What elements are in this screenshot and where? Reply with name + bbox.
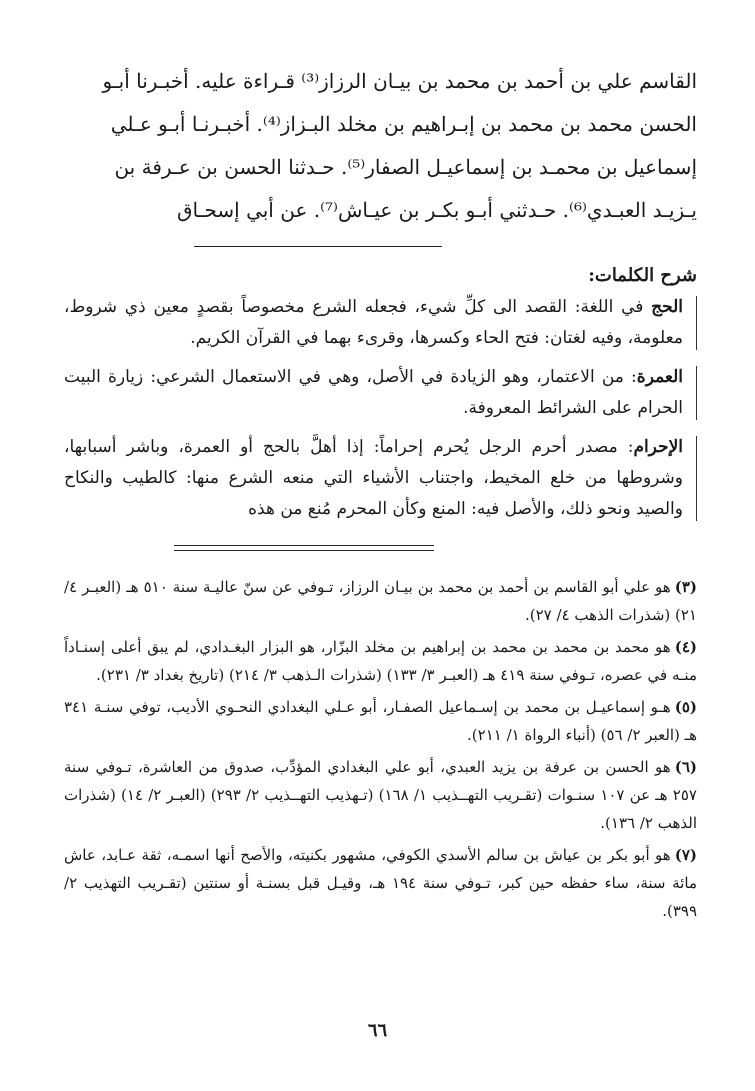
page-number: ٦٦ (367, 1020, 388, 1041)
main-text-line: الحسن محمد بن محمد بن إبـراهيم بن مخلد البـزاز⁽⁴⁾. أخبـرنـا أبـو عـلي (110, 112, 697, 136)
glossary-entry (64, 362, 697, 424)
section-divider (194, 246, 442, 247)
footnote-number: (٧) (674, 846, 697, 864)
footnote (64, 753, 697, 837)
glossary-definition: في اللغة: القصد الى كلِّ شيء، فجعله الشرع مخصوصاً بقصدٍ معين ذي شروط، معلومة، وفيه لغتان: فتح الحاء وكسرها، وقرىء بهما في القرآن الكريم. (64, 297, 683, 348)
glossary-definition: : مصدر أحرم الرجل يُحرم إحراماً: إذا أهلَّ بالحج أو العمرة، وباشر أسبابها، وشروطها من خلع المخيط، واجتناب الأشياء التي منعه الشرع منها: كالطيب والنكاح والصيد ونحو ذلك، والأصل فيه: المنع وكأن المحرم مُنع من هذه (64, 437, 683, 519)
footnote-text: هـو إسماعيـل بن محمد بن إسـماعيل الصفـار، أبو عـلي البغدادي النحـوي الأديب، توفي سنـة ٣٤١ هـ (العبر ٢/ ٥٦) (أنباء الرواة ١/ ٢١١). (64, 698, 697, 744)
glossary-definition: : من الاعتمار، وهو الزيادة في الأصل، وهي في الاستعمال الشرعي: زيارة البيت الحرام على الشرائط المعروفة. (64, 367, 683, 418)
footnote-text: هو أبو بكر بن عياش بن سالم الأسدي الكوفي، مشهور بكنيته، والأصح أنها اسمـه، ثقة عـابد، عاش مائة سنة، ساء حفظه حين كبر، تـوفي سنة ١٩٤ هـ، وقيـل قبل بسنـة أو سنتين (تقـريب التهذيب ٢/ ٣٩٩). (64, 846, 698, 920)
footnote-number: (٦) (674, 758, 697, 776)
page-content (64, 60, 697, 929)
footnote-number: (٤) (674, 638, 697, 656)
footnote-text: هو الحسن بن عرفة بن يزيد العبدي، أبو علي البغدادي المؤدِّب، صدوق من العاشرة، تـوفي سنة ٢٥٧ هـ عن ١٠٧ سنـوات (تقـريب التهــذيب ١/ ١٦٨) (تـهذيب التهــذيب ٢/ ٢٩٣) (العبـر ٢/ ١٤) (شذرات الذهب ٢/ ١٣٦). (64, 758, 697, 832)
glossary-entry (64, 292, 697, 354)
footnote-divider (174, 545, 434, 551)
footnote (64, 693, 697, 749)
main-text-line: إسماعيل بن محمـد بن إسماعيـل الصفار⁽⁵⁾. حـدثنا الحسن بن عـرفة بن (114, 155, 697, 179)
glossary-title: شرح الكلمات: (588, 265, 697, 286)
main-text-line: يـزيـد العبـدي⁽⁶⁾. حـدثني أبـو بكـر بن عيـاش⁽⁷⁾. عن أبي إسحـاق (177, 198, 697, 222)
footnote-text: هو محمد بن محمد بن محمد بن إبراهيم بن مخلد البزّار، هو البزار البغـدادي، لم يبق أعلى إسنـاداً منـه في عصره، تـوفي سنة ٤١٩ هـ (العبـر ٣/ ١٣٣) (شذرات الـذهب ٣/ ٢١٤) (تاريخ بغداد ٣/ ٢٣١). (64, 638, 697, 684)
footnote-number: (٣) (674, 578, 697, 596)
glossary-term: العمرة (636, 367, 683, 387)
glossary-entry (64, 432, 697, 525)
footnote-number: (٥) (674, 698, 697, 716)
glossary-term: الحج (651, 297, 684, 317)
footnote (64, 633, 697, 689)
main-text (64, 60, 697, 232)
glossary-term: الإحرام (633, 437, 683, 457)
footnotes (64, 573, 697, 925)
footnote (64, 841, 697, 925)
footnote (64, 573, 697, 629)
main-text-line: القاسم علي بن أحمد بن محمد بن بيـان الرزاز⁽³⁾ قـراءة عليه. أخبـرنا أبـو (102, 69, 697, 93)
footnote-text: هو علي أبو القاسم بن أحمد بن محمد بن بيـان الرزاز، تـوفي عن سنّ عاليـة سنة ٥١٠ هـ (العبـر ٤/ ٢١) (شذرات الذهب ٤/ ٢٧). (64, 578, 697, 624)
